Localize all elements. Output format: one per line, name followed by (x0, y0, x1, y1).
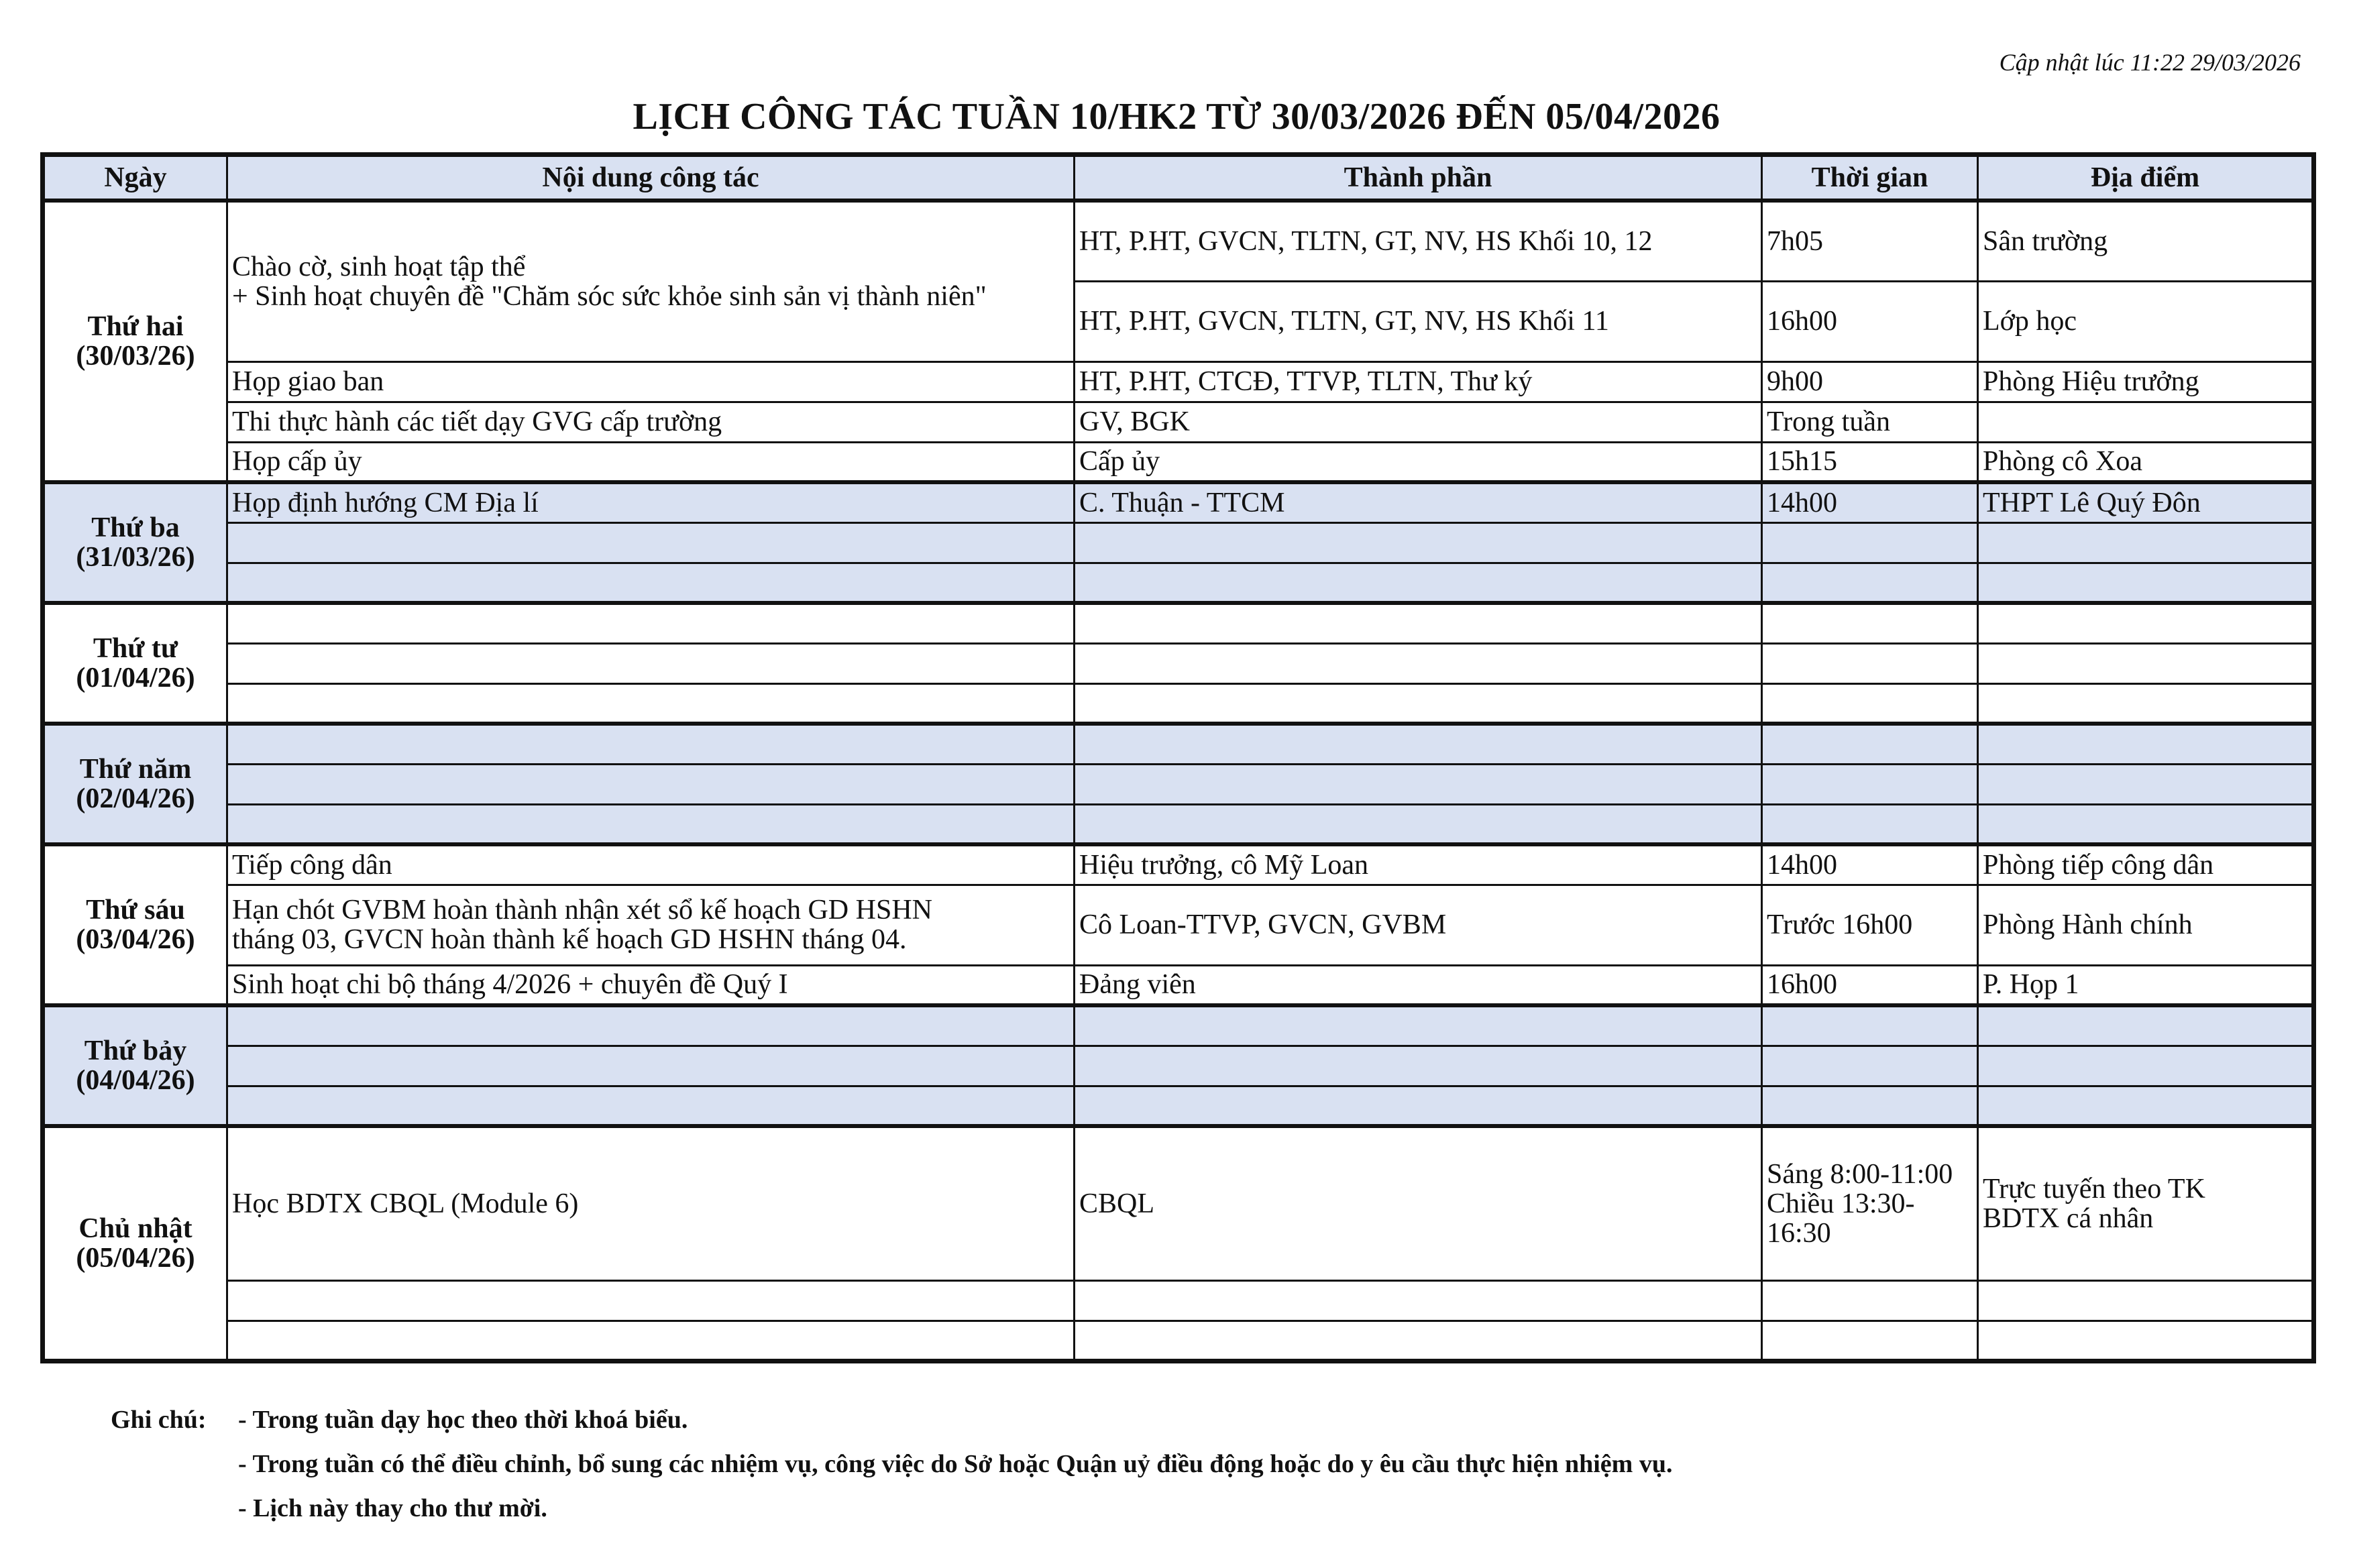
time-cell (1762, 724, 1978, 764)
day-name: Thứ hai (87, 311, 184, 342)
table-row (43, 201, 2314, 281)
time-cell (1762, 522, 1978, 563)
location-cell: Phòng Hiệu trưởng (1978, 361, 2314, 402)
content-cell (227, 1086, 1075, 1126)
time-cell (1762, 1046, 1978, 1086)
time-cell (1762, 804, 1978, 844)
time-cell (1762, 603, 1978, 643)
day-date: (02/04/26) (76, 783, 195, 814)
notes-label: Ghi chú: (111, 1406, 207, 1434)
participants-cell (1075, 1280, 1762, 1321)
day-name: Chủ nhật (78, 1213, 193, 1244)
day-cell (43, 603, 227, 724)
table-row (43, 1086, 2314, 1126)
time-cell (1762, 1126, 1978, 1280)
table-row (43, 563, 2314, 603)
participants-cell: Cấp ủy (1075, 442, 1762, 482)
content-cell (227, 1280, 1075, 1321)
participants-cell (1075, 522, 1762, 563)
day-cell (43, 844, 227, 1005)
header-location: Địa điểm (1978, 155, 2314, 201)
location-line: Trực tuyến theo TK (1983, 1173, 2205, 1205)
participants-cell: Cô Loan-TTVP, GVCN, GVBM (1075, 885, 1762, 965)
content-cell (227, 804, 1075, 844)
day-date: (31/03/26) (76, 542, 195, 573)
table-row (43, 1046, 2314, 1086)
time-cell (1762, 683, 1978, 724)
participants-cell: HT, P.HT, CTCĐ, TTVP, TLTN, Thư ký (1075, 361, 1762, 402)
participants-cell (1075, 603, 1762, 643)
location-cell (1978, 1005, 2314, 1046)
content-cell (227, 683, 1075, 724)
table-row (43, 1280, 2314, 1321)
location-cell: THPT Lê Quý Đôn (1978, 482, 2314, 522)
location-cell (1978, 402, 2314, 442)
time-line: Chiều 13:30- (1767, 1188, 1915, 1219)
content-cell (227, 885, 1075, 965)
location-cell: Phòng Hành chính (1978, 885, 2314, 965)
time-cell: 14h00 (1762, 844, 1978, 885)
time-cell: 15h15 (1762, 442, 1978, 482)
participants-cell (1075, 764, 1762, 804)
header-time: Thời gian (1762, 155, 1978, 201)
table-row (43, 724, 2314, 764)
time-cell: 16h00 (1762, 281, 1978, 361)
note-line: - Trong tuần có thể điều chỉnh, bổ sung các nhiệm vụ, công việc do Sở hoặc Quận uỷ điều động hoặc do y êu cầu thực hiện nhiệm vụ. (238, 1450, 1673, 1478)
participants-cell (1075, 724, 1762, 764)
participants-cell (1075, 1086, 1762, 1126)
location-cell (1978, 1086, 2314, 1126)
participants-cell (1075, 643, 1762, 683)
content-cell (227, 522, 1075, 563)
note-line: - Trong tuần dạy học theo thời khoá biểu. (238, 1406, 688, 1434)
day-name: Thứ ba (91, 512, 180, 543)
time-line: 16:30 (1767, 1217, 1831, 1249)
time-cell (1762, 764, 1978, 804)
content-cell: Học BDTX CBQL (Module 6) (227, 1126, 1075, 1280)
updated-timestamp: Cập nhật lúc 11:22 29/03/2026 (1999, 49, 2301, 76)
table-row (43, 361, 2314, 402)
table-header-row (43, 155, 2314, 201)
table-row (43, 764, 2314, 804)
day-date: (30/03/26) (76, 341, 195, 372)
content-cell (227, 724, 1075, 764)
day-cell (43, 1005, 227, 1126)
location-cell (1978, 522, 2314, 563)
participants-cell (1075, 804, 1762, 844)
table-row (43, 885, 2314, 965)
participants-cell: GV, BGK (1075, 402, 1762, 442)
participants-cell: Hiệu trưởng, cô Mỹ Loan (1075, 844, 1762, 885)
location-cell (1978, 764, 2314, 804)
content-cell (227, 764, 1075, 804)
location-cell: Lớp học (1978, 281, 2314, 361)
location-cell: Sân trường (1978, 201, 2314, 281)
participants-cell: HT, P.HT, GVCN, TLTN, GT, NV, HS Khối 11 (1075, 281, 1762, 361)
participants-cell (1075, 1046, 1762, 1086)
location-cell (1978, 1280, 2314, 1321)
page-title: LỊCH CÔNG TÁC TUẦN 10/HK2 TỪ 30/03/2026 ĐẾN 05/04/2026 (633, 96, 1720, 137)
table-row (43, 683, 2314, 724)
content-line: tháng 03, GVCN hoàn thành kế hoạch GD HSHN tháng 04. (232, 924, 907, 955)
content-line: + Sinh hoạt chuyên đề "Chăm sóc sức khỏe sinh sản vị thành niên" (232, 280, 987, 312)
time-cell: 14h00 (1762, 482, 1978, 522)
time-cell: 16h00 (1762, 965, 1978, 1005)
table-row (43, 1126, 2314, 1280)
table-row (43, 482, 2314, 522)
time-cell (1762, 1280, 1978, 1321)
location-cell (1978, 804, 2314, 844)
table-row (43, 1005, 2314, 1046)
day-date: (03/04/26) (76, 924, 195, 955)
location-cell (1978, 563, 2314, 603)
content-cell: Họp cấp ủy (227, 442, 1075, 482)
day-name: Thứ sáu (86, 895, 185, 926)
location-line: BDTX cá nhân (1983, 1202, 2154, 1234)
day-cell (43, 482, 227, 603)
day-cell (43, 201, 227, 482)
location-cell (1978, 1126, 2314, 1280)
day-date: (01/04/26) (76, 663, 195, 693)
content-cell (227, 643, 1075, 683)
time-cell (1762, 643, 1978, 683)
content-cell (227, 201, 1075, 361)
day-date: (04/04/26) (76, 1065, 195, 1096)
table-row (43, 603, 2314, 643)
content-cell: Họp định hướng CM Địa lí (227, 482, 1075, 522)
participants-cell: C. Thuận - TTCM (1075, 482, 1762, 522)
location-cell: P. Họp 1 (1978, 965, 2314, 1005)
content-cell (227, 1321, 1075, 1361)
participants-cell: CBQL (1075, 1126, 1762, 1280)
table-row (43, 442, 2314, 482)
participants-cell (1075, 1005, 1762, 1046)
participants-cell: Đảng viên (1075, 965, 1762, 1005)
header-participants: Thành phần (1075, 155, 1762, 201)
time-cell: Trước 16h00 (1762, 885, 1978, 965)
time-cell (1762, 1086, 1978, 1126)
table-row (43, 402, 2314, 442)
header-day: Ngày (43, 155, 227, 201)
content-cell: Thi thực hành các tiết dạy GVG cấp trường (227, 402, 1075, 442)
content-cell (227, 1046, 1075, 1086)
day-cell (43, 724, 227, 844)
note-line: - Lịch này thay cho thư mời. (238, 1494, 547, 1522)
participants-cell (1075, 563, 1762, 603)
participants-cell (1075, 1321, 1762, 1361)
content-cell: Sinh hoạt chi bộ tháng 4/2026 + chuyên đề Quý I (227, 965, 1075, 1005)
table-row (43, 522, 2314, 563)
location-cell (1978, 643, 2314, 683)
location-cell (1978, 724, 2314, 764)
content-line: Chào cờ, sinh hoạt tập thể (232, 251, 526, 282)
time-cell (1762, 1321, 1978, 1361)
day-name: Thứ năm (79, 754, 192, 785)
content-cell (227, 563, 1075, 603)
table-row (43, 1321, 2314, 1361)
day-name: Thứ tư (93, 633, 178, 664)
table-row (43, 643, 2314, 683)
time-cell (1762, 1005, 1978, 1046)
table-row (43, 965, 2314, 1005)
location-cell (1978, 603, 2314, 643)
schedule-table (40, 152, 2316, 1363)
day-name: Thứ bảy (84, 1035, 187, 1066)
day-date: (05/04/26) (76, 1242, 195, 1274)
participants-cell: HT, P.HT, GVCN, TLTN, GT, NV, HS Khối 10, 12 (1075, 201, 1762, 281)
content-cell: Tiếp công dân (227, 844, 1075, 885)
time-cell: Trong tuần (1762, 402, 1978, 442)
location-cell: Phòng cô Xoa (1978, 442, 2314, 482)
header-content: Nội dung công tác (227, 155, 1075, 201)
location-cell (1978, 1321, 2314, 1361)
time-cell: 7h05 (1762, 201, 1978, 281)
time-line: Sáng 8:00-11:00 (1767, 1158, 1953, 1190)
time-cell: 9h00 (1762, 361, 1978, 402)
content-cell (227, 603, 1075, 643)
day-cell (43, 1126, 227, 1361)
location-cell (1978, 1046, 2314, 1086)
time-cell (1762, 563, 1978, 603)
location-cell: Phòng tiếp công dân (1978, 844, 2314, 885)
content-cell (227, 1005, 1075, 1046)
table-row (43, 804, 2314, 844)
participants-cell (1075, 683, 1762, 724)
content-line: Hạn chót GVBM hoàn thành nhận xét sổ kế hoạch GD HSHN (232, 895, 932, 926)
location-cell (1978, 683, 2314, 724)
content-cell: Họp giao ban (227, 361, 1075, 402)
table-row (43, 844, 2314, 885)
